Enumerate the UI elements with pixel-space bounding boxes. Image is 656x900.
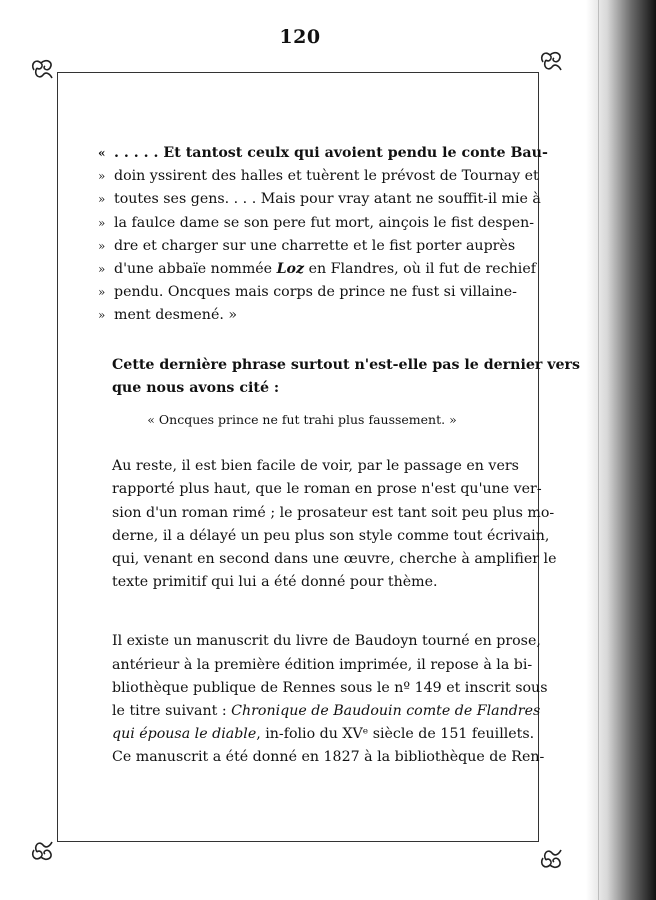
paragraph (112, 630, 548, 769)
verse-quotation: « Oncques prince ne fut trahi plus faussement. » (147, 412, 457, 428)
quote-text-segment: en Flandres, où il fut de rechief (304, 261, 536, 278)
text-line (112, 700, 541, 723)
page-number: 120 (279, 26, 321, 48)
quote-line-text (114, 261, 536, 277)
quote-line (98, 165, 539, 188)
text-line: sion d'un roman rimé ; le prosateur est tant soit peu plus mo- (112, 504, 555, 521)
text-line: Cette dernière phrase surtout n'est-elle pas le dernier vers (112, 356, 581, 373)
corner-ornament-icon (28, 56, 58, 82)
text-line: derne, il a délayé un peu plus son style comme tout écrivain, (112, 527, 550, 544)
text-line: que nous avons cité : (112, 379, 280, 396)
page-body (98, 142, 581, 770)
corner-ornament-icon (28, 838, 58, 864)
quote-line-text: toutes ses gens. . . . Mais pour vray atant ne souffit-il mie à (114, 191, 541, 208)
quote-line-text: doin yssirent des halles et tuèrent le prévost de Tournay et (114, 168, 539, 185)
quote-mark: » (98, 285, 106, 300)
corner-ornament-icon (537, 48, 567, 74)
text-line: texte primitif qui lui a été donné pour thème. (112, 574, 438, 591)
quote-mark: » (98, 192, 106, 207)
quote-mark: » (98, 215, 106, 230)
manuscript-title: qui épousa le diable (112, 726, 257, 743)
paragraph (112, 455, 557, 594)
page-fold-line (598, 0, 599, 900)
quote-line (98, 258, 536, 281)
quote-line-text: ment desmené. » (114, 307, 238, 324)
quote-mark: » (98, 238, 106, 253)
quote-line (98, 142, 548, 165)
text-line: antérieur à la première édition imprimée, il repose à la bi- (112, 656, 533, 673)
text-line: rapporté plus haut, que le roman en prose n'est qu'une ver- (112, 481, 542, 498)
quoted-passage (98, 142, 548, 328)
quote-mark: » (98, 308, 106, 323)
page-gutter-shadow (586, 0, 656, 900)
quote-mark: » (98, 262, 106, 277)
corner-ornament-icon (537, 846, 567, 872)
manuscript-title: Chronique de Baudouin comte de Flandres (231, 703, 541, 720)
text-line: Au reste, il est bien facile de voir, par le passage en vers (112, 458, 519, 475)
text-line: qui, venant en second dans une œuvre, cherche à amplifier le (112, 551, 557, 568)
text-line: Il existe un manuscrit du livre de Baudoyn tourné en prose, (112, 633, 541, 650)
paragraph (112, 354, 581, 400)
text-segment: , in-folio du XVᵉ siècle de 151 feuillets. (256, 726, 535, 743)
quote-line-text: dre et charger sur une charrette et le fist porter auprès (114, 237, 516, 254)
text-line: bliothèque publique de Rennes sous le nº 149 et inscrit sous (112, 679, 548, 696)
text-line: Ce manuscrit a été donné en 1827 à la bibliothèque de Ren- (112, 749, 545, 766)
text-line (112, 723, 535, 746)
quote-mark: « (98, 146, 106, 160)
quote-line (98, 188, 541, 211)
quote-line-text: pendu. Oncques mais corps de prince ne fust si villaine- (114, 284, 517, 301)
quote-line (98, 304, 490, 327)
quote-line (98, 281, 517, 304)
quote-mark: » (98, 169, 106, 184)
quote-text-segment: d'une abbaïe nommée (114, 261, 277, 278)
text-segment: le titre suivant : (112, 703, 232, 720)
quote-line-text: . . . . . Et tantost ceulx qui avoient pendu le conte Bau- (114, 145, 548, 161)
quote-line (98, 212, 535, 235)
place-name-loz: Loz (276, 261, 305, 278)
quote-line-text: la faulce dame se son pere fut mort, ainçois le fist despen- (114, 214, 535, 231)
quote-line (98, 235, 516, 258)
